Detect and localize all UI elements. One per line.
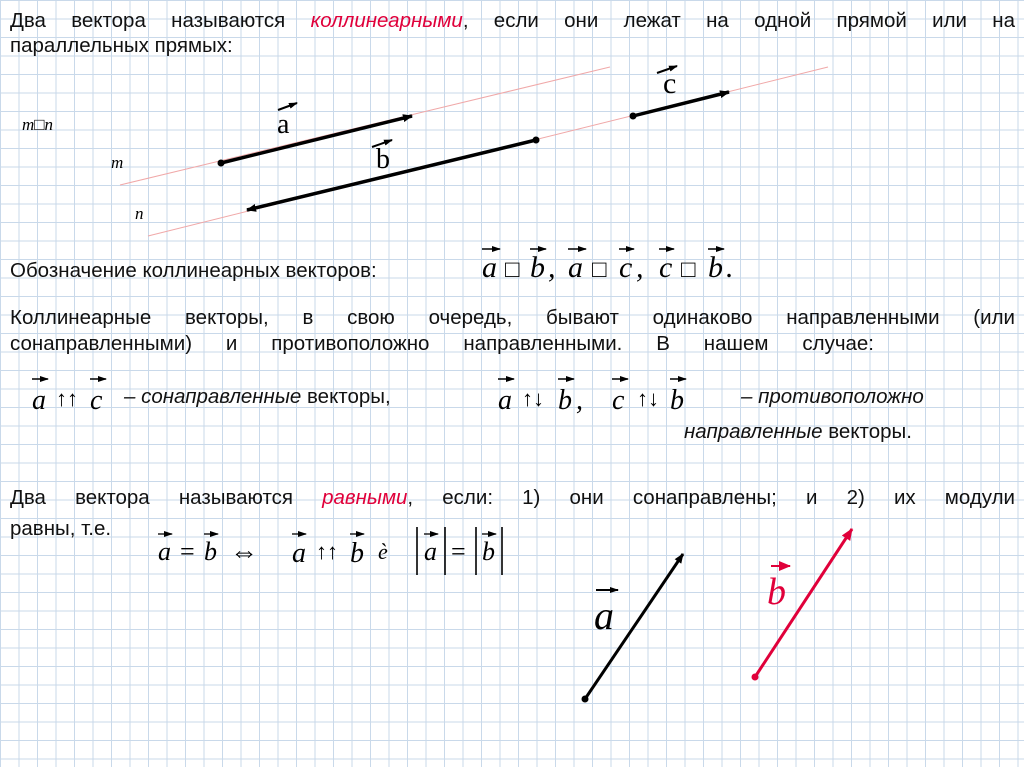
intro-part1: Два вектора называются [10,9,311,32]
f-sep2: , [636,251,644,284]
codir-desc [124,384,391,409]
f-a1: a [482,251,497,284]
r-op3: ↑↓ [637,386,659,411]
equal-part1: Два вектора называются [10,486,323,509]
equal-formula [158,527,502,575]
e-eq2: = [451,537,466,566]
big-vector-b-label: b [767,571,786,613]
r-b1: b [558,385,572,416]
equal-term: равными [322,486,408,509]
e-abs-a: a [424,537,437,566]
opposite-tail: векторы. [822,420,912,443]
vector-c-arrow [633,92,729,116]
codirected-line1: Коллинеарные векторы, в свою очередь, бывают одинаково направленными (или [10,306,1015,329]
opposite-line1: – противоположно [741,385,924,408]
vector-a-label: a [277,109,290,140]
r-op1: ↑↑ [56,386,78,411]
notation-label: Обозначение коллинеарных векторов: [10,259,377,282]
vector-b-start [533,137,540,144]
equal-part2: , если: 1) они сонаправлены; и 2) их модули [407,486,1015,509]
codir-dash: – [124,385,142,408]
e-b2: b [350,538,364,569]
intro-part2: , если они лежат на одной прямой или на [462,9,1015,32]
f-op3: □ [681,257,696,283]
line-m-label: m [111,153,124,172]
big-vector-a-start [582,696,589,703]
vector-c-label: c [663,67,677,100]
vector-b-arrow [247,140,536,210]
e-abs-b: b [482,537,495,566]
e-eq: = [180,537,195,566]
f-c2: c [659,251,673,284]
r-comma: , [576,385,583,416]
f-b2: b [708,251,723,284]
e-a2: a [292,538,306,569]
e-iff: ⇔ [230,537,258,568]
intro-line2: параллельных прямых: [10,34,233,57]
big-vector-a-label: a [594,593,614,638]
r-a1: a [32,385,46,416]
codirected-line2: сонаправленными) и противоположно направленными. В нашем случае: [10,332,874,355]
e-and: è [378,539,388,564]
line-n-label: n [135,204,144,223]
codir-word: сонаправленные [141,385,302,408]
f-end: . [726,251,734,284]
r-a2: a [498,385,512,416]
e-b: b [204,537,217,566]
equal-line2: равны, т.е. [10,517,112,540]
codir-tail: векторы, [301,385,391,408]
vector-c-start [630,113,637,120]
vector-b-label: b [376,144,390,175]
f-a2: a [568,251,583,284]
r-c2: c [612,385,625,416]
f-c1: c [619,251,633,284]
r-c1: c [90,385,103,416]
f-sep1: , [548,251,556,284]
e-op: ↑↑ [316,539,338,564]
notation-formula [482,249,734,284]
f-op1: □ [505,257,520,283]
opposite-word: направленные [684,420,823,443]
r-b2: b [670,385,684,416]
big-vector-b-start [752,674,759,681]
e-a: a [158,537,171,566]
collinear-term: коллинеарными [310,9,463,32]
opposite-line2 [684,419,912,444]
f-b1: b [530,251,545,284]
equal-line1 [10,485,1015,510]
r-op2: ↑↓ [522,386,544,411]
relation-label: m□n [22,115,54,134]
f-op2: □ [592,257,607,283]
vector-a-start [218,160,225,167]
